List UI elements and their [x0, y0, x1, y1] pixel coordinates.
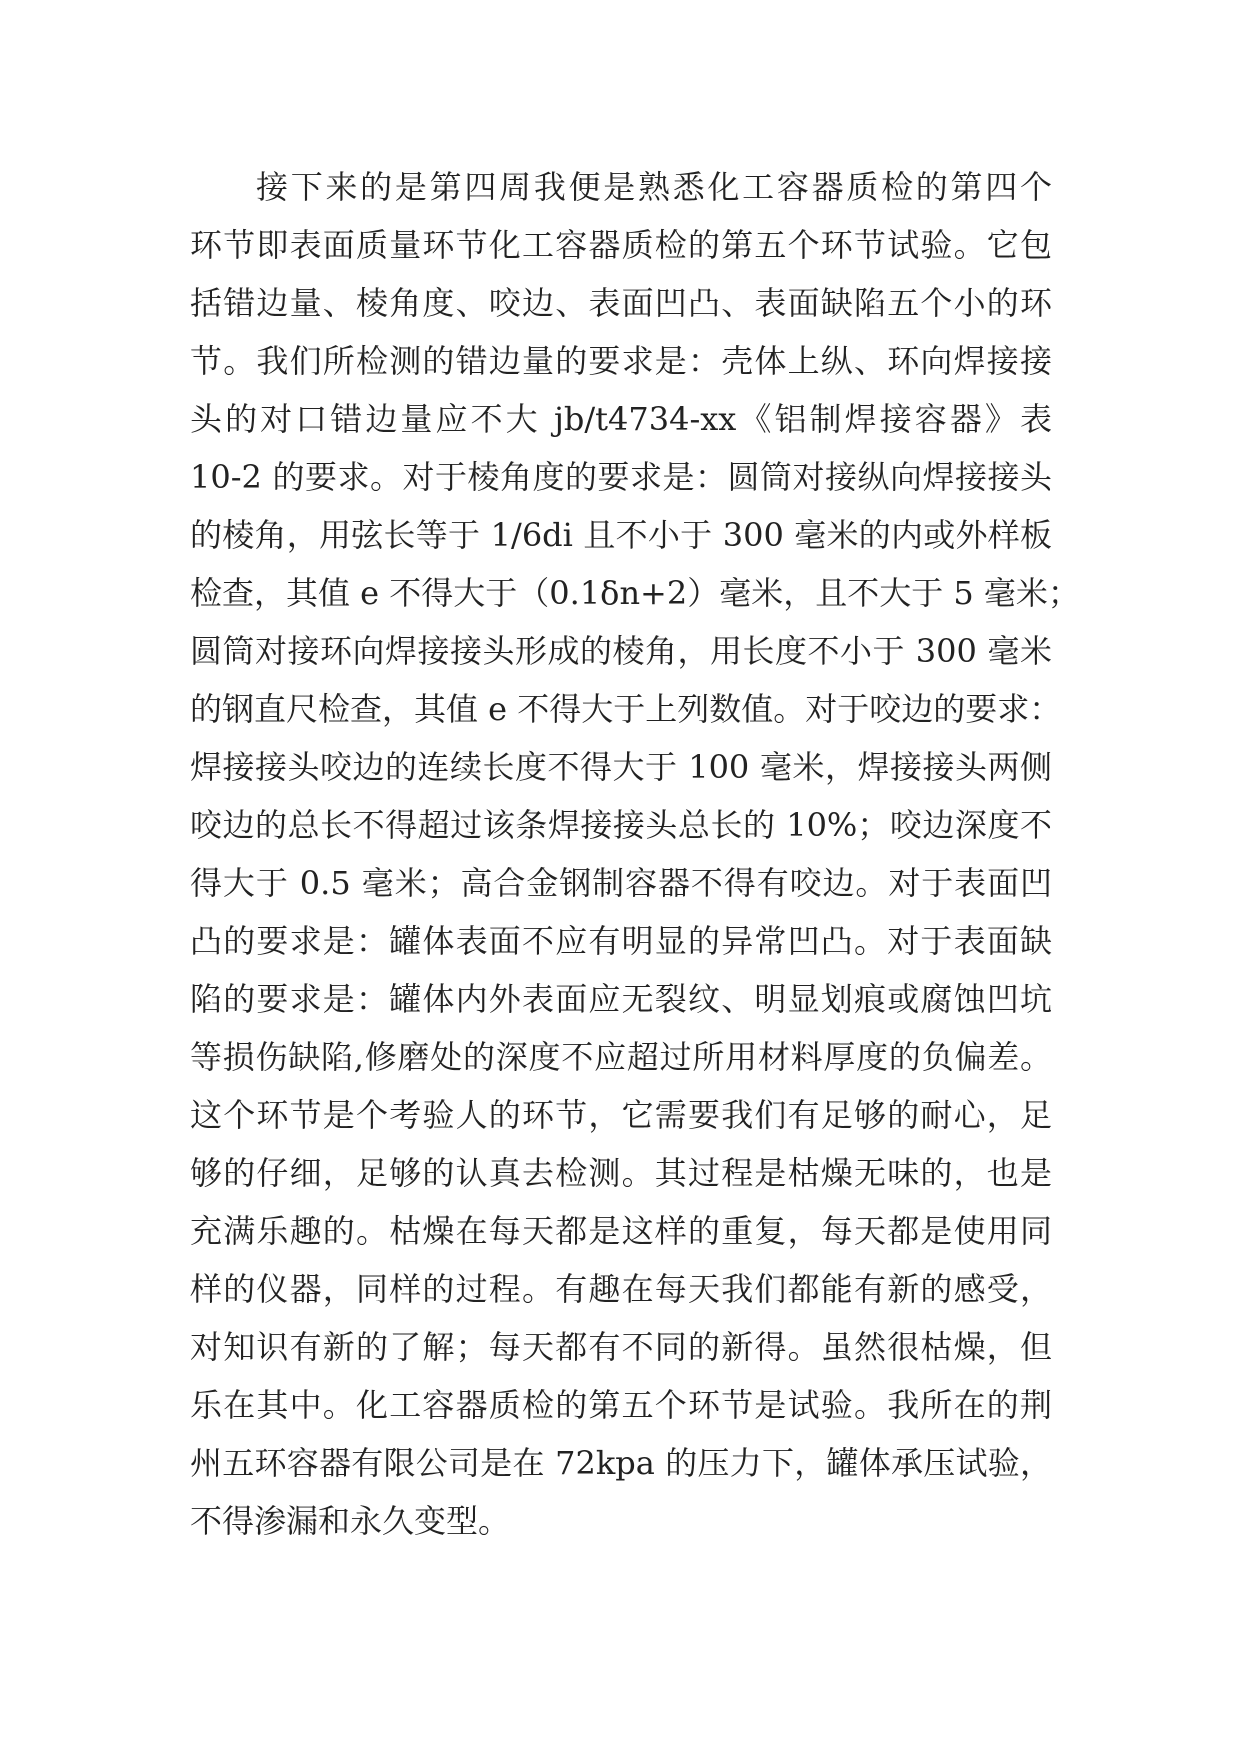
text-line: 充满乐趣的。枯燥在每天都是这样的重复，每天都是使用同: [190, 1212, 1052, 1250]
text-line: 得大于 0.5 毫米；高合金钢制容器不得有咬边。对于表面凹: [190, 864, 1052, 902]
text-line: 对知识有新的了解；每天都有不同的新得。虽然很枯燥，但: [190, 1328, 1052, 1366]
text-line: 头的对口错边量应不大 jb/t4734-xx《铝制焊接容器》表: [190, 400, 1052, 438]
text-line: 州五环容器有限公司是在 72kpa 的压力下，罐体承压试验，: [190, 1444, 1052, 1482]
text-line: 括错边量、棱角度、咬边、表面凹凸、表面缺陷五个小的环: [190, 284, 1052, 322]
text-line: 不得渗漏和永久变型。: [190, 1502, 511, 1540]
text-line: 检查，其值 e 不得大于（0.1δn+2）毫米，且不大于 5 毫米；: [190, 574, 1080, 612]
text-line: 圆筒对接环向焊接接头形成的棱角，用长度不小于 300 毫米: [190, 632, 1052, 670]
text-line: 乐在其中。化工容器质检的第五个环节是试验。我所在的荆: [190, 1386, 1052, 1424]
text-line: 节。我们所检测的错边量的要求是：壳体上纵、环向焊接接: [190, 342, 1052, 380]
text-line: 焊接接头咬边的连续长度不得大于 100 毫米，焊接接头两侧: [190, 748, 1052, 786]
body-paragraph: [190, 158, 1080, 1550]
text-line: 样的仪器，同样的过程。有趣在每天我们都能有新的感受，: [190, 1270, 1052, 1308]
text-line: 咬边的总长不得超过该条焊接接头总长的 10%；咬边深度不: [190, 806, 1052, 844]
text-line: 这个环节是个考验人的环节，它需要我们有足够的耐心，足: [190, 1096, 1052, 1134]
text-line: 凸的要求是：罐体表面不应有明显的异常凹凸。对于表面缺: [190, 922, 1052, 960]
text-line: 等损伤缺陷,修磨处的深度不应超过所用材料厚度的负偏差。: [190, 1038, 1052, 1076]
text-line: 环节即表面质量环节化工容器质检的第五个环节试验。它包: [190, 226, 1052, 264]
text-line: 的棱角，用弦长等于 1/6di 且不小于 300 毫米的内或外样板: [190, 516, 1052, 554]
text-line: 接下来的是第四周我便是熟悉化工容器质检的第四个: [256, 168, 1052, 206]
text-line: 10-2 的要求。对于棱角度的要求是：圆筒对接纵向焊接接头: [190, 458, 1052, 496]
text-line: 够的仔细，足够的认真去检测。其过程是枯燥无味的，也是: [190, 1154, 1052, 1192]
text-line: 陷的要求是：罐体内外表面应无裂纹、明显划痕或腐蚀凹坑: [190, 980, 1052, 1018]
text-line: 的钢直尺检查，其值 e 不得大于上列数值。对于咬边的要求：: [190, 690, 1062, 728]
